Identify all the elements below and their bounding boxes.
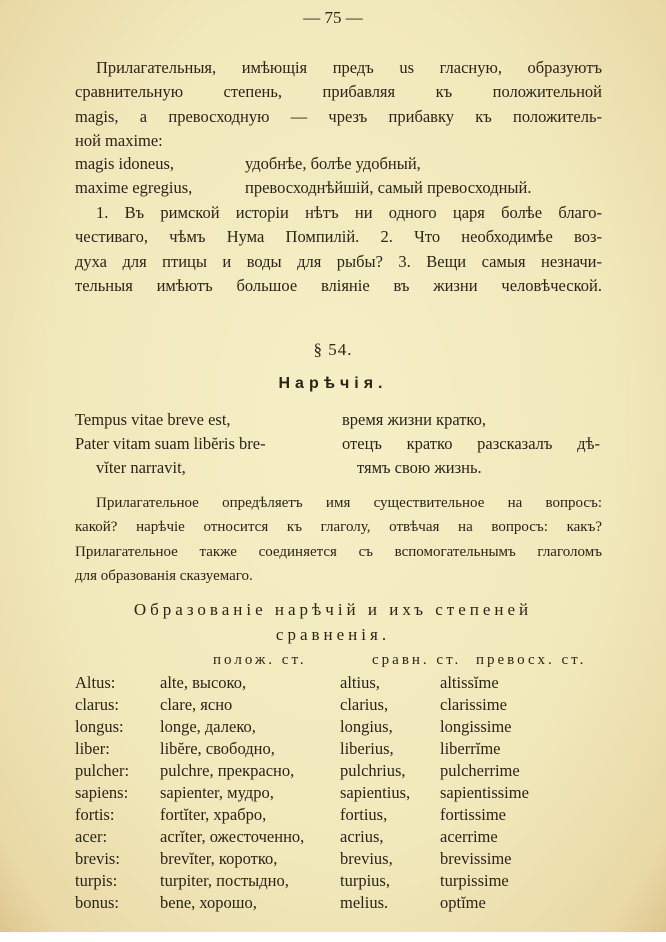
cell-adjective: liber: [75,739,110,758]
section-number: § 54. [313,340,353,359]
cell-adjective: Altus: [75,673,116,692]
intro-line: Прилагательныя, имѣющія предъ us гласную, образуютъ [96,58,602,77]
cell-comparative: longius, [340,717,393,736]
adverb-example-latin: vĭter narravit, [96,458,186,477]
exercise-line: честиваго, чѣмъ Нума Помпилій. 2. Что необходимѣе воз- [75,227,602,246]
table-title: сравненія. [275,625,391,644]
cell-comparative: altius, [340,673,380,692]
cell-adjective: sapiens: [75,783,129,802]
cell-positive-adverb: brevĭter, коротко, [160,849,278,868]
cell-positive-adverb: fortĭter, храбро, [160,805,267,824]
example-russian: превосходнѣйшій, самый превосходный. [245,178,532,197]
cell-comparative: liberius, [340,739,394,758]
cell-adjective: bonus: [75,893,120,912]
exercise-line: духа для птицы и воды для рыбы? 3. Вещи самыя незначи- [75,252,602,271]
cell-superlative: turpissime [440,871,509,890]
cell-positive-adverb: bene, хорошо, [160,893,257,912]
cell-positive-adverb: longe, далеко, [160,717,256,736]
cell-comparative: fortius, [340,805,388,824]
page-bottom-edge [0,932,666,942]
intro-line: ной maxime: [75,131,163,150]
cell-comparative: melius. [340,893,389,912]
table-header: превосх. ст. [476,652,587,668]
cell-positive-adverb: turpiter, постыдно, [160,871,289,890]
table-header: полож. ст. [213,652,307,668]
cell-comparative: turpius, [340,871,390,890]
cell-superlative: optĭme [440,893,486,912]
cell-comparative: acrius, [340,827,384,846]
cell-adjective: acer: [75,827,108,846]
cell-superlative: acerrime [440,827,498,846]
cell-positive-adverb: clare, ясно [160,695,233,714]
explanation-line: какой? нарѣчіе относится къ глаголу, отвѣчая на вопросъ: какъ? [75,519,602,535]
section-title: Нарѣчія. [278,375,388,392]
table-title: Образованіе нарѣчій и ихъ степеней [133,600,533,619]
cell-comparative: pulchrius, [340,761,406,780]
exercise-line: 1. Въ римской исторіи нѣтъ ни одного царя болѣе благо- [96,203,602,222]
cell-comparative: clarius, [340,695,389,714]
cell-positive-adverb: alte, высоко, [160,673,247,692]
adverb-example-russian: время жизни кратко, [342,410,486,429]
adverb-example-latin: Tempus vitae breve est, [75,410,231,429]
explanation-line: Прилагательное также соединяется съ вспомогательнымъ глаголомъ [75,544,602,560]
cell-superlative: sapientissime [440,783,529,802]
cell-adjective: turpis: [75,871,118,890]
cell-superlative: pulcherrime [440,761,520,780]
example-latin: magis idoneus, [75,154,174,173]
cell-positive-adverb: acrĭter, ожесточенно, [160,827,305,846]
page-number: — 75 — [303,8,363,27]
explanation-line: для образованія сказуемаго. [75,568,253,584]
cell-superlative: longissime [440,717,512,736]
cell-positive-adverb: libĕre, свободно, [160,739,275,758]
example-russian: удобнѣе, болѣе удобный, [245,154,421,173]
cell-adjective: longus: [75,717,124,736]
cell-comparative: sapientius, [340,783,411,802]
exercise-line: тельныя имѣютъ большое вліяніе въ жизни человѣческой. [75,276,602,295]
cell-superlative: altissĭme [440,673,499,692]
cell-superlative: fortissime [440,805,506,824]
cell-comparative: brevius, [340,849,393,868]
cell-adjective: fortis: [75,805,115,824]
cell-adjective: clarus: [75,695,119,714]
cell-positive-adverb: sapienter, мудро, [160,783,274,802]
adverb-example-russian: отецъ кратко разсказалъ дѣ- [342,434,600,453]
cell-superlative: liberrĭme [440,739,501,758]
adverb-example-russian: тямъ свою жизнь. [357,458,482,477]
cell-superlative: brevissime [440,849,512,868]
cell-positive-adverb: pulchre, прекрасно, [160,761,295,780]
cell-superlative: clarissime [440,695,507,714]
example-latin: maxime egregius, [75,178,193,197]
adverb-example-latin: Pater vitam suam libĕris bre- [75,434,266,453]
table-header: сравн. ст. [372,652,462,668]
intro-line: сравнительную степень, прибавляя къ положительной [75,82,602,101]
cell-adjective: brevis: [75,849,120,868]
cell-adjective: pulcher: [75,761,130,780]
intro-line: magis, а превосходную — чрезъ прибавку къ положитель- [75,107,602,126]
explanation-line: Прилагательное опредѣляетъ имя существительное на вопросъ: [96,495,602,511]
